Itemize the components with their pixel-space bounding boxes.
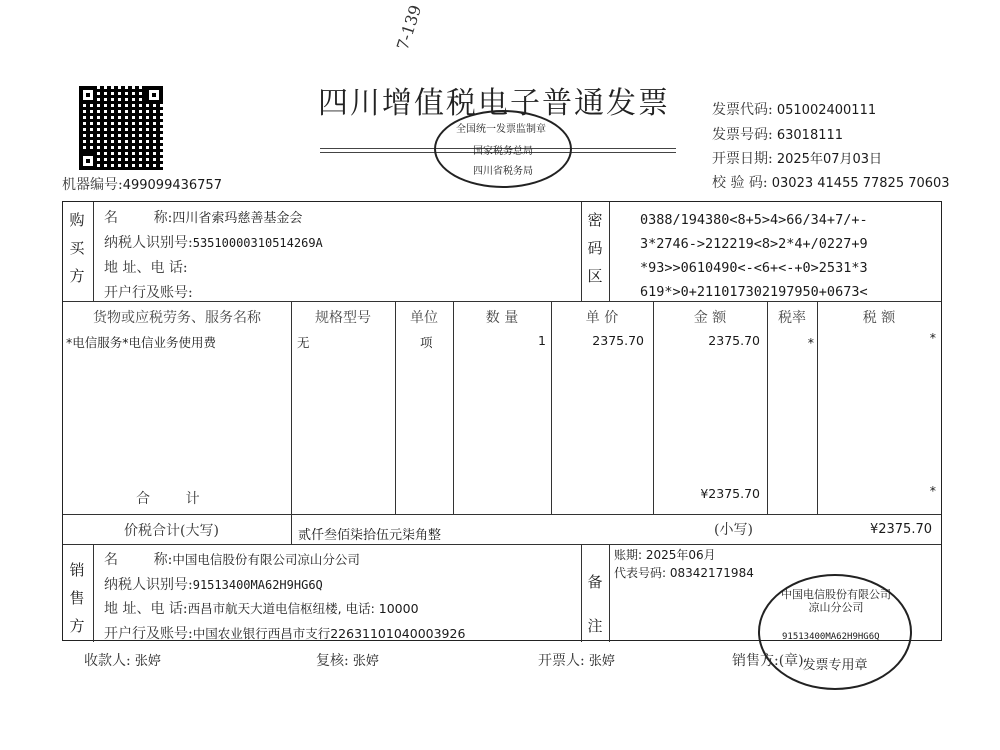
seller-info — [104, 548, 465, 646]
item-unit: 项 — [420, 335, 433, 350]
buyer-address: 地 址、电 话: — [104, 260, 188, 276]
col-rate-header: 税率 — [778, 310, 806, 326]
seller-bank: 开户行及账号:中国农业银行西昌市支行22631101040003926 — [104, 625, 466, 642]
cipher-side-label: 密 码 区 — [587, 211, 603, 285]
item-amount: 2375.70 — [708, 333, 760, 348]
reviewer: 复核: 张婷 — [316, 653, 379, 669]
total-in-words: 贰仟叁佰柒拾伍元柒角整 — [298, 528, 442, 543]
col-tax-header: 税 额 — [862, 310, 896, 326]
cipher-text: 0388/194380<8+5>4>66/34+7/+- 3*2746->212219<8>2*4+/0227+9 *93>>0610490<-<6+<-+0>2531*3 619*>0+211017302197950+0673< — [640, 212, 868, 300]
machine-number: 机器编号:499099436757 — [62, 177, 222, 193]
item-tax: * — [929, 330, 936, 345]
qr-code — [79, 86, 163, 170]
buyer-tax-id: 纳税人识别号:53510000310514269A — [104, 235, 323, 251]
col-spec-header: 规格型号 — [315, 310, 371, 326]
seller-invoice-seal: 中国电信股份有限公司凉山分公司 91513400MA62H9HG6Q 发票专用章 — [758, 574, 912, 690]
seller-side-label: 销 售 方 — [69, 561, 85, 635]
buyer-side-label: 购 买 方 — [69, 211, 85, 285]
col-amount-header: 金 额 — [693, 310, 727, 326]
issue-date: 开票日期: 2025年07月03日 — [712, 151, 883, 167]
item-qty: 1 — [538, 333, 546, 348]
buyer-name: 名 称:四川省索玛慈善基金会 — [104, 210, 303, 226]
item-price: 2375.70 — [592, 333, 644, 348]
seller-name: 名 称:中国电信股份有限公司凉山分公司 — [104, 552, 360, 568]
drawer: 开票人: 张婷 — [538, 653, 615, 669]
handwritten-note: 7-139 — [392, 2, 426, 53]
subtotal-label: 合 计 — [136, 491, 200, 507]
total-label: 价税合计(大写) — [124, 523, 219, 539]
col-name-header: 货物或应税劳务、服务名称 — [93, 310, 261, 326]
invoice-number: 发票号码: 63018111 — [712, 127, 844, 143]
invoice-meta — [712, 101, 950, 193]
total-small-value: ¥2375.70 — [869, 522, 932, 537]
buyer-bank: 开户行及账号: — [104, 285, 193, 301]
invoice-code: 发票代码: 051002400111 — [712, 102, 877, 118]
item-name: *电信服务*电信业务使用费 — [66, 335, 217, 350]
check-code: 校 验 码: 03023 41455 77825 70603 — [712, 175, 950, 191]
buyer-info — [104, 206, 323, 306]
subtotal-amount: ¥2375.70 — [700, 486, 760, 501]
supervision-seal: 全国统一发票监制章 国家税务总局 四川省税务局 — [434, 110, 572, 188]
col-unit-header: 单位 — [410, 310, 438, 326]
item-spec: 无 — [297, 335, 310, 350]
seller-tax-id: 纳税人识别号:91513400MA62H9HG6Q — [104, 576, 323, 593]
invoice-title: 四川增值税电子普通发票 — [318, 86, 670, 121]
subtotal-tax: * — [929, 483, 936, 498]
col-price-header: 单 价 — [585, 310, 619, 326]
payee: 收款人: 张婷 — [84, 653, 161, 669]
remarks-text — [614, 546, 754, 582]
total-small-label: (小写) — [714, 522, 753, 538]
col-qty-header: 数 量 — [485, 310, 519, 326]
representative-number: 代表号码: 08342171984 — [614, 566, 754, 580]
seller-address: 地 址、电 话:西昌市航天大道电信枢纽楼, 电话: 10000 — [104, 601, 419, 617]
seller-signature: 销售方:(章) — [732, 653, 804, 669]
item-rate: * — [807, 335, 814, 350]
billing-period: 账期: 2025年06月 — [614, 548, 716, 562]
remarks-side-label: 备 注 — [587, 573, 603, 635]
